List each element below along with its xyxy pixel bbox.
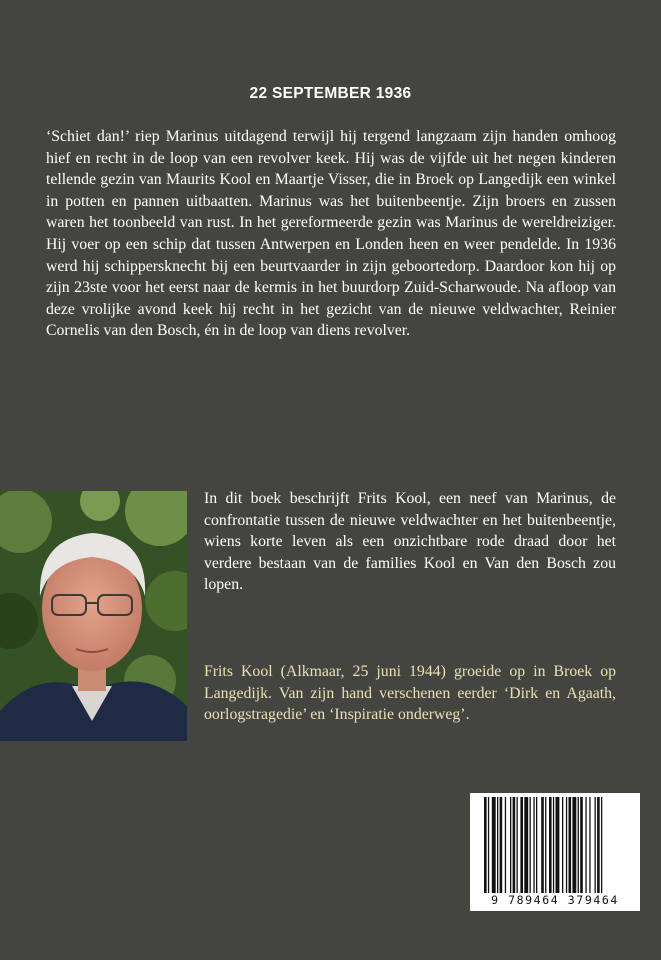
author-photo xyxy=(0,491,187,741)
author-bio: Frits Kool (Alkmaar, 25 juni 1944) groeide op in Broek op Langedijk. Van zijn hand verschenen eerder ‘Dirk en Agaath, oorlogstragedie’ en ‘Inspiratie onderweg’. xyxy=(204,663,616,724)
story-paragraph: ‘Schiet dan!’ riep Marinus uitdagend terwijl hij tergend langzaam zijn handen omhoog hief en recht in de loop van een revolver keek. Hij was de vijfde uit het negen kinderen tellende gezin van Maurits Kool en Maartje Visser, die in Broek op Langedijk een winkel in potten en pannen uitbaatten. Marinus was het buitenbeentje. Zijn broers en zussen waren het toonbeeld van rust. In het gereformeerde gezin was Marinus de wereldreiziger. Hij voer op een schip dat tussen Antwerpen en Londen heen en weer pendelde. In 1936 werd hij schippersknecht bij een beurtvaarder in zijn geboortedorp. Daardoor kon hij op zijn 23ste voor het eerst naar de kermis in het buurdorp Zuid-Scharwoude. Na afloop van deze vrolijke avond keek hij recht in het gezicht van de nieuwe veldwachter, Reinier Cornelis van den Bosch, én in de loop van diens revolver. xyxy=(46,128,616,340)
isbn-barcode xyxy=(470,793,640,911)
book-blurb: In dit boek beschrijft Frits Kool, een neef van Marinus, de confrontatie tussen de nieuwe veldwachter en het buitenbeentje, wiens korte leven als een onzichtbare rode draad door het verdere bestaan van de families Kool en Van den Bosch zou lopen. xyxy=(204,490,616,594)
barcode-digits: 9 789464 379464 xyxy=(491,893,619,907)
section-heading: 22 SEPTEMBER 1936 xyxy=(249,85,412,102)
